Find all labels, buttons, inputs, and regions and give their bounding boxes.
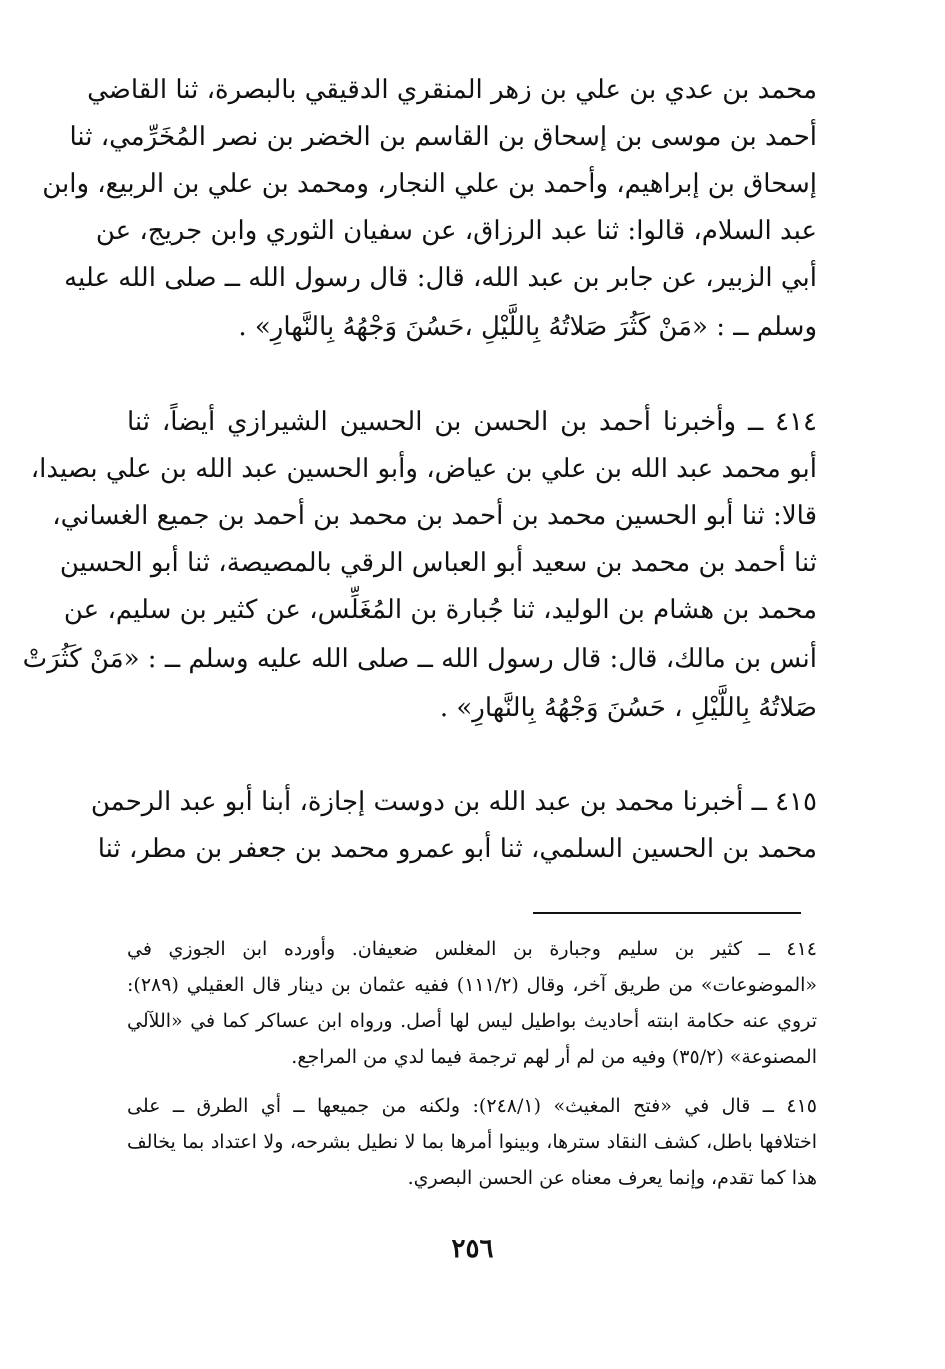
text-line: صَلاتُهُ بِاللَّيْلِ ، حَسُنَ وَجْهُهُ بِالنَّهارِ» .: [439, 693, 817, 723]
footnote-separator: [533, 912, 801, 914]
text-line: أنس بن مالك، قال: قال رسول الله ــ صلى الله عليه وسلم ــ : «مَنْ كَثُرَتْ: [22, 644, 817, 674]
footnote-line: ٤١٥ ــ قال في «فتح المغيث» (٢٤٨/١): ولكنه من جميعها ــ أي الطرق ــ على: [127, 1095, 817, 1117]
footnote-line: «الموضوعات» من طريق آخر، وقال (١١١/٢) ففيه عثمان بن دينار قال العقيلي (٢٨٩):: [127, 974, 818, 996]
footnote-line: ٤١٤ ــ كثير بن سليم وجبارة بن المغلس ضعيفان. وأورده ابن الجوزي في: [127, 938, 817, 960]
text-line: ٤١٥ ــ أخبرنا محمد بن عبد الله بن دوست إجازة، أبنا أبو عبد الرحمن: [90, 787, 817, 817]
text-line: قالا: ثنا أبو الحسين محمد بن أحمد بن محمد بن أحمد بن جميع الغساني،: [52, 501, 817, 531]
footnote-line: تروي عنه حكامة ابنته أحاديث بواطيل ليس لها أصل. ورواه ابن عساكر كما في «اللآلي: [127, 1010, 817, 1032]
text-line: أبو محمد عبد الله بن علي بن عياض، وأبو الحسين عبد الله بن علي بصيدا،: [30, 454, 817, 484]
footnote-line: المصنوعة» (٣٥/٢) وفيه من لم أر لهم ترجمة فيما لدي من المراجع.: [291, 1046, 817, 1068]
text-line: إسحاق بن إبراهيم، وأحمد بن علي النجار، ومحمد بن علي بن الربيع، وابن: [42, 169, 817, 199]
footnote-line: هذا كما تقدم، وإنما يعرف معناه عن الحسن البصري.: [407, 1167, 817, 1189]
text-line: محمد بن هشام بن الوليد، ثنا جُبارة بن المُغَلِّس، عن كثير بن سليم، عن: [63, 595, 817, 625]
text-line: أحمد بن موسى بن إسحاق بن القاسم بن الخضر بن نصر المُخَرِّمي، ثنا: [69, 122, 817, 152]
text-line: وسلم ــ : «مَنْ كَثُرَ صَلاتُهُ بِاللَّيْلِ ،حَسُنَ وَجْهُهُ بِالنَّهارِ» .: [238, 312, 817, 342]
text-line: ٤١٤ ــ وأخبرنا أحمد بن الحسن بن الحسين الشيرازي أيضاً، ثنا: [127, 407, 817, 437]
text-line: عبد السلام، قالوا: ثنا عبد الرزاق، عن سفيان الثوري وابن جريج، عن: [95, 216, 817, 246]
footnote-line: اختلافها باطل، كشف النقاد سترها، وبينوا أمرها بما لا نطيل بشرحه، ولا اعتداد بما يخالف: [127, 1131, 817, 1153]
text-line: محمد بن الحسين السلمي، ثنا أبو عمرو محمد بن جعفر بن مطر، ثنا: [97, 834, 817, 864]
text-line: ثنا أحمد بن محمد بن سعيد أبو العباس الرقي بالمصيصة، ثنا أبو الحسين: [59, 548, 817, 578]
text-line: محمد بن عدي بن علي بن زهر المنقري الدقيقي بالبصرة، ثنا القاضي: [87, 75, 817, 105]
page-number: ٢٥٦: [451, 1234, 494, 1264]
text-line: أبي الزبير، عن جابر بن عبد الله، قال: قال رسول الله ــ صلى الله عليه: [64, 263, 817, 293]
